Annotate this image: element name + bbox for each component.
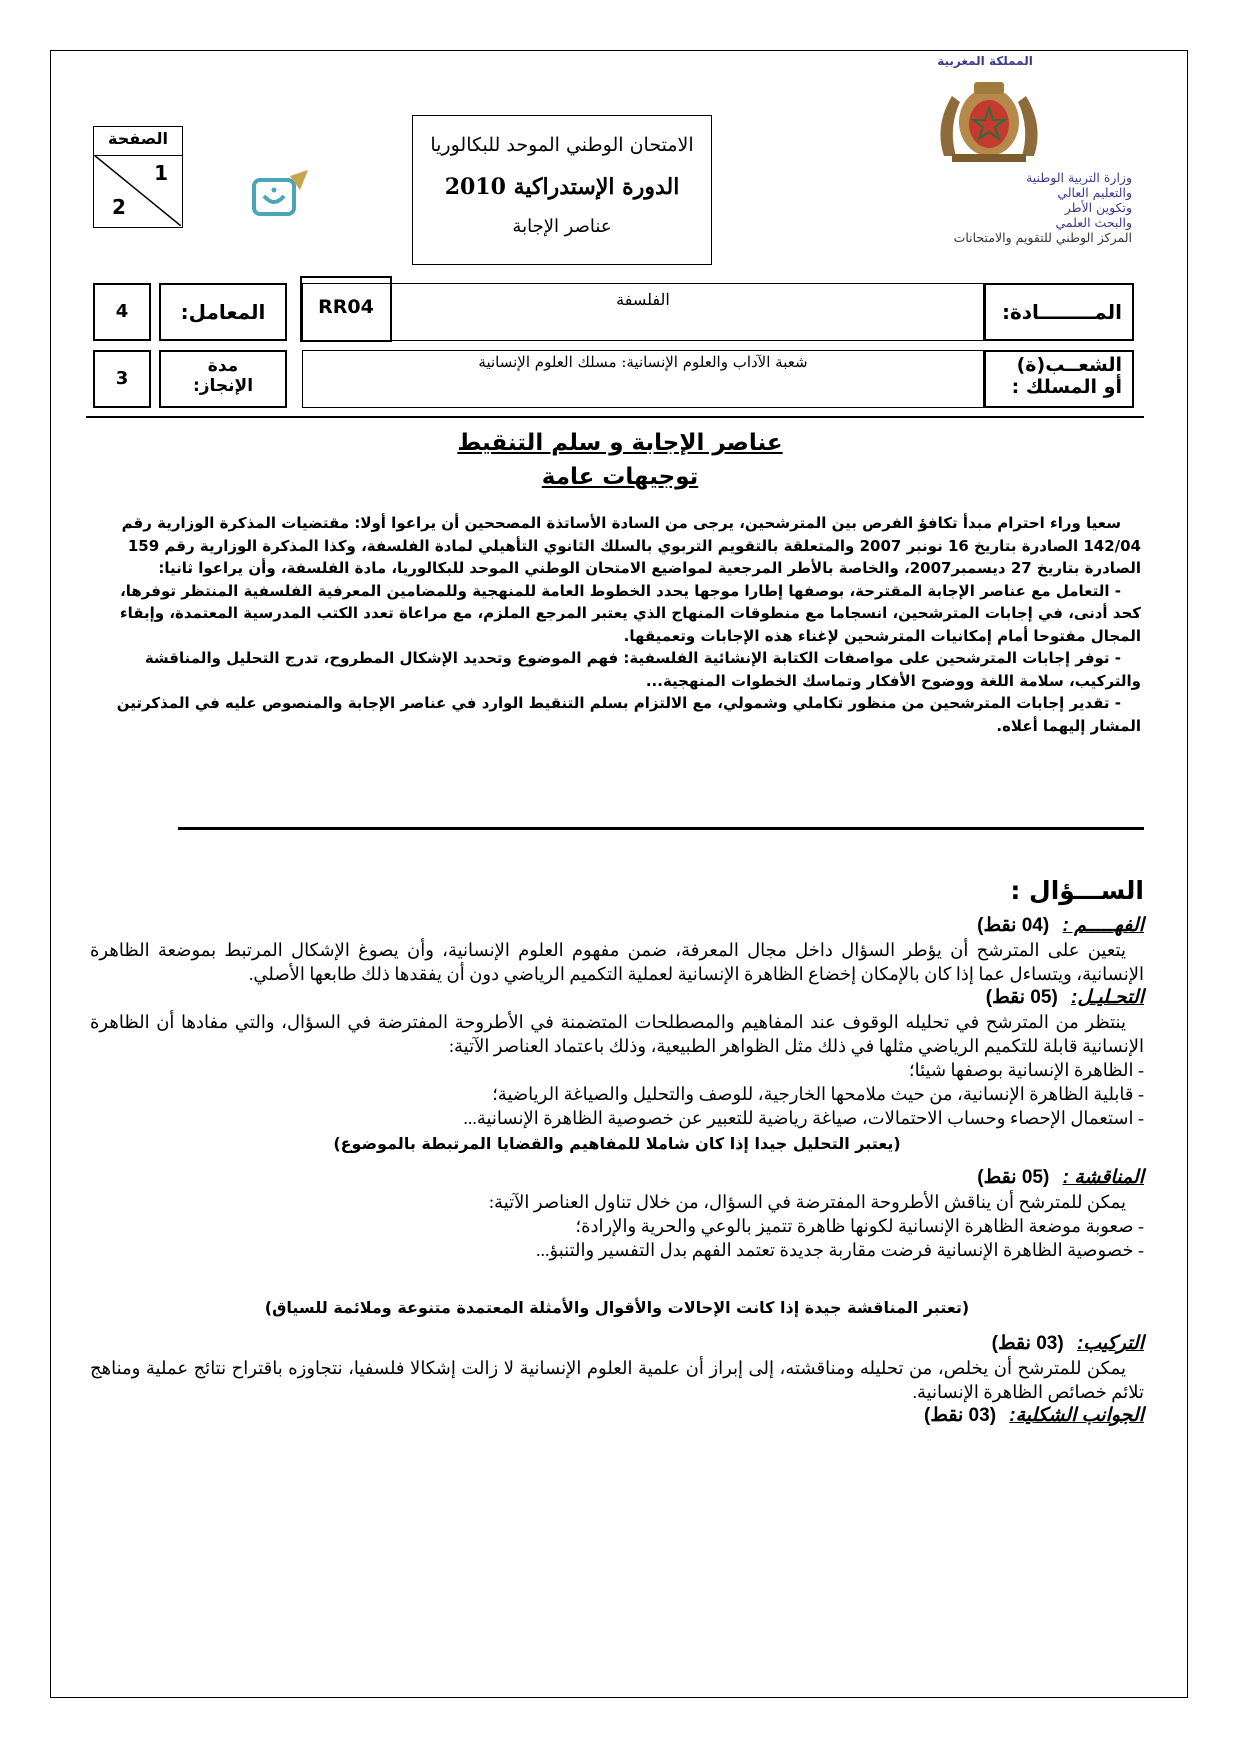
synthesis-label: التركيب: <box>1076 1333 1144 1354</box>
guideline-item: - التعامل مع عناصر الإجابة المقترحة، بوصفها إطارا موجها يحدد الخطوط العامة للمنهجية وللمضامين المعرفية الفلسفية المنتظر توفرها، كحد أدنى، في إجابات المترشحين، انسجاما مع منطوقات المنهاج الذي يعتبر المرجع الملزم، مع مراعاة تعدد الكتب المدرسية المعتمدة، وإبقاء المجال مفتوحا أمام إمكانيات المترشحين لإغناء هذه الإجابات وتعميقها. <box>119 581 1141 645</box>
header-separator <box>86 416 1144 418</box>
branch-label-line1: الشعــب(ة) <box>1016 354 1122 376</box>
main-title: عناصر الإجابة و سلم التنقيط <box>457 430 783 456</box>
duration-value-cell <box>93 350 151 408</box>
guideline-item: - تقدير إجابات المترشحين من منظور تكاملي وشمولي، مع الالتزام بسلم التنقيط الوارد في عناصر الإجابة والمنصوص عليه في المذكرتين المشار إليهما أعلاه. <box>116 694 1141 735</box>
analysis-label: التحـليـل: <box>1071 987 1144 1008</box>
duration-label-line2: الإنجاز: <box>192 376 254 396</box>
subject-code-cell <box>300 276 392 342</box>
ministry-block <box>880 170 1132 245</box>
ministry-line-4: والبحث العلمي <box>1055 215 1132 230</box>
analysis-points: (05 نقط) <box>985 987 1058 1008</box>
coef-label-cell <box>159 283 287 341</box>
branch-value-cell <box>302 350 984 408</box>
ministry-line-2: والتعليم العالي <box>1057 185 1132 200</box>
analysis-item: - استعمال الإحصاء وحساب الاحتمالات، صياغة رياضية للتعبير عن خصوصية الظاهرة الإنسانية... <box>463 1108 1144 1128</box>
subject-code: RR04 <box>318 296 374 318</box>
discussion-points: (05 نقط) <box>977 1167 1050 1188</box>
question-body <box>90 914 1144 1428</box>
subject-value: الفلسفة <box>616 290 670 309</box>
coef-value: 4 <box>115 301 129 322</box>
ministry-line-1: وزارة التربية الوطنية <box>1026 170 1132 185</box>
coef-label: المعامل: <box>180 300 266 324</box>
understanding-text: يتعين على المترشح أن يؤطر السؤال داخل مجال المعرفة، ضمن مفهوم العلوم الإنسانية، وأن يصوغ الإشكال المرتبط بموضعة الظاهرة الإنسانية، ويتساءل عما إذا كان بالإمكان إخضاع الظاهرة الإنسانية لعملية التكميم الرياضي دون أن يفقدها ذلك طابعها الأصلي. <box>90 940 1144 984</box>
discussion-text: يمكن للمترشح أن يناقش الأطروحة المفترضة في السؤال، من خلال تناول العناصر الآتية: <box>489 1192 1126 1212</box>
answer-elements-label: عناصر الإجابة <box>512 216 612 237</box>
duration-value: 3 <box>115 368 129 389</box>
exam-title-box <box>412 115 712 265</box>
page-number-box <box>93 126 183 228</box>
duration-label-cell <box>159 350 287 408</box>
subject-label: المــــــــادة: <box>1001 300 1122 324</box>
discussion-item: - خصوصية الظاهرة الإنسانية فرضت مقاربة جديدة تعتمد الفهم بدل التفسير والتنبؤ... <box>535 1240 1144 1260</box>
analysis-item: - قابلية الظاهرة الإنسانية، من حيث ملامحها الخارجية، للوصف والتحليل والصياغة الرياضية؛ <box>492 1084 1144 1104</box>
royal-emblem-icon <box>930 76 1048 164</box>
exam-center-logo-icon <box>250 168 316 220</box>
sub-title: توجيهات عامة <box>541 464 699 490</box>
guidelines <box>93 512 1141 737</box>
synthesis-text: يمكن للمترشح أن يخلص، من تحليله ومناقشته، إلى إبراز أن علمية العلوم الإنسانية لا زالت إشكالا فلسفيا، نتجاوزه باقتراح نتائج عملية ومناهج تلائم خصائص الظاهرة الإنسانية. <box>90 1358 1144 1402</box>
discussion-item: - صعوبة موضعة الظاهرة الإنسانية لكونها ظاهرة تتميز بالوعي والحرية والإرادة؛ <box>575 1216 1144 1236</box>
page-current: 1 <box>154 161 168 185</box>
understanding-label: الفهـــــم : <box>1062 915 1144 936</box>
discussion-heading <box>90 1166 1144 1190</box>
page-total: 2 <box>112 195 126 219</box>
analysis-text: ينتظر من المترشح في تحليله الوقوف عند المفاهيم والمصطلحات المتضمنة في الأطروحة المفترضة في السؤال، والتي مفادها أن الظاهرة الإنسانية قابلة للتكميم الرياضي مثلها في ذلك مثل الظواهر الطبيعية، وذلك باعتماد العناصر الآتية: <box>90 1012 1144 1056</box>
exam-session: الدورة الإستدراكية 2010 <box>444 174 680 200</box>
evaluation-center: المركز الوطني للتقويم والامتحانات <box>953 230 1132 245</box>
understanding-heading <box>90 914 1144 938</box>
formal-heading <box>90 1404 1144 1428</box>
exam-title: الامتحان الوطني الموحد للبكالوريا <box>430 134 694 156</box>
understanding-points: (04 نقط) <box>977 915 1050 936</box>
guideline-intro: سعيا وراء احترام مبدأ تكافؤ الفرص بين المترشحين، يرجى من السادة الأساتذة المصححين أن يراعوا أولا: مقتضيات المذكرة الوزارية رقم 142/04 الصادرة بتاريخ 16 نونبر 2007 والمتعلقة بالتقويم التربوي بالسلك الثانوي التأهيلي لمادة الفلسفة، وكذا المذكرة الوزارية رقم 159 الصادرة بتاريخ 27 ديسمبر2007، والخاصة بالأطر المرجعية لمواضيع الامتحان الوطني الموحد للبكالوريا، مادة الفلسفة، وأن يراعوا ثانيا: <box>121 514 1141 577</box>
formal-label: الجوانب الشكلية: <box>1009 1405 1144 1426</box>
section-separator <box>178 827 1144 830</box>
branch-value: شعبة الآداب والعلوم الإنسانية: مسلك العلوم الإنسانية <box>478 353 808 371</box>
subject-value-cell <box>302 283 984 341</box>
question-title: الســـؤال : <box>1010 876 1144 905</box>
discussion-label: المناقشة : <box>1062 1167 1144 1188</box>
synthesis-points: (03 نقط) <box>991 1333 1064 1354</box>
coef-value-cell <box>93 283 151 341</box>
page-label: الصفحة <box>94 129 182 156</box>
branch-label-cell <box>984 350 1134 408</box>
guideline-item: - توفر إجابات المترشحين على مواصفات الكتابة الإنشائية الفلسفية: فهم الموضوع وتحديد الإشكال المطروح، تدرج التحليل والمناقشة والتركيب، سلامة اللغة ووضوح الأفكار وتماسك الخطوات المنهجية... <box>144 649 1141 690</box>
ministry-line-3: وتكوين الأطر <box>1064 200 1132 215</box>
analysis-heading <box>90 986 1144 1010</box>
kingdom-label: المملكة المغربية <box>937 54 1033 68</box>
formal-points: (03 نقط) <box>924 1405 997 1426</box>
duration-label-line1: مدة <box>207 356 239 376</box>
synthesis-heading <box>90 1332 1144 1356</box>
analysis-item: - الظاهرة الإنسانية بوصفها شيئا؛ <box>908 1060 1144 1080</box>
branch-label-line2: أو المسلك : <box>1011 376 1122 398</box>
discussion-note: (تعتبر المناقشة جيدة إذا كانت الإحالات والأقوال والأمثلة المعتمدة متنوعة وملائمة للسياق) <box>264 1298 970 1317</box>
subject-label-cell <box>984 283 1134 341</box>
analysis-note: (يعتبر التحليل جيدا إذا كان شاملا للمفاهيم والقضايا المرتبطة بالموضوع) <box>333 1134 901 1153</box>
